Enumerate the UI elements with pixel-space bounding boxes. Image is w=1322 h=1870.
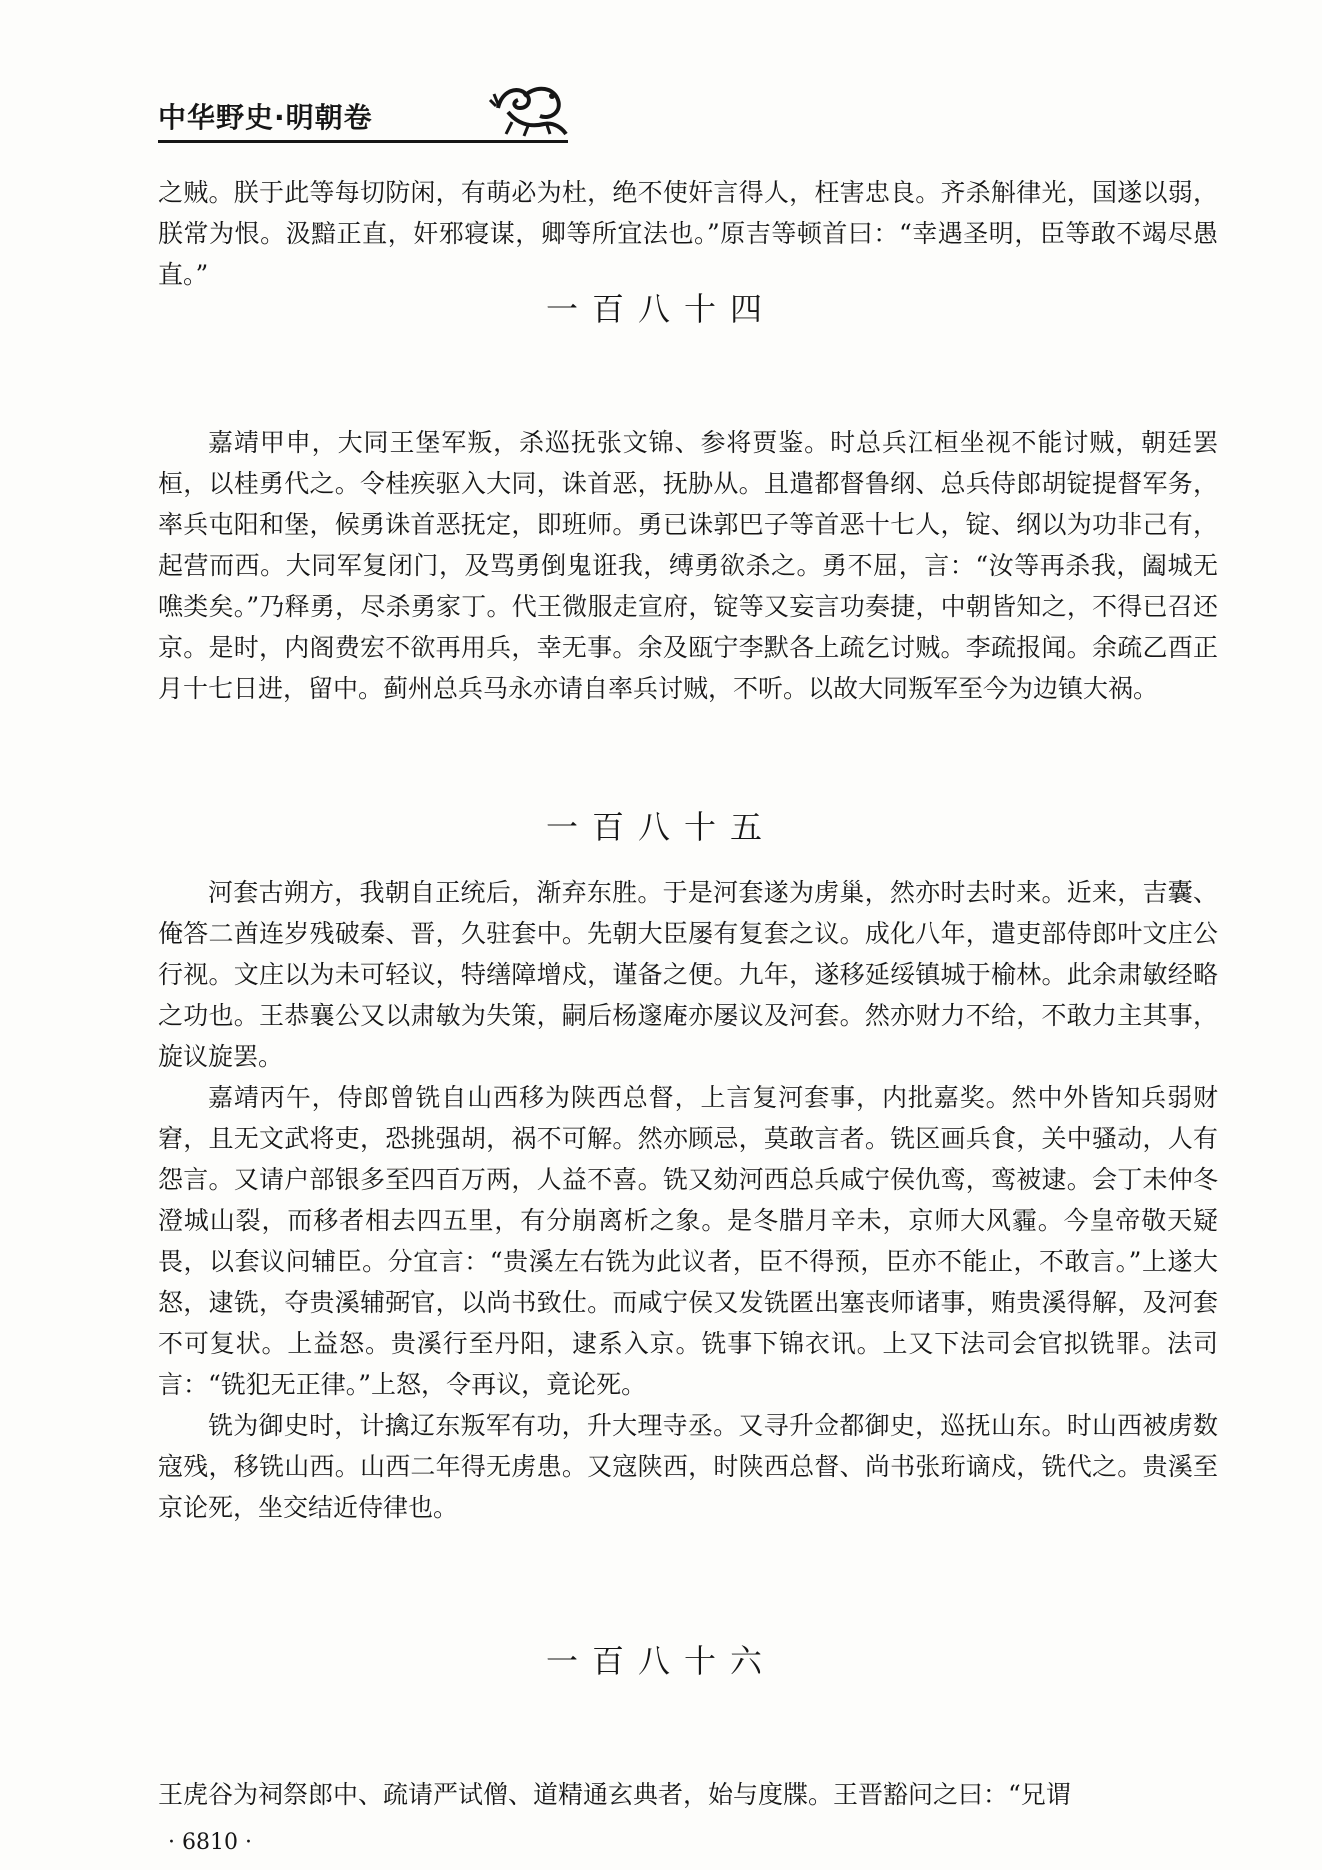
section-heading-185: 一百八十五 <box>545 808 776 846</box>
paragraph-continued <box>158 172 1218 295</box>
section-185-body <box>158 872 1218 1528</box>
header-rule <box>158 140 568 143</box>
paragraph-text: 嘉靖丙午，侍郎曾铣自山西移为陕西总督，上言复河套事，内批嘉奖。然中外皆知兵弱财窘，且无文武将吏，恐挑强胡，祸不可解。然亦顾忌，莫敢言者。铣区画兵食，关中骚动，人有怨言。又请户部银多至四百万两，人益不喜。铣又劾河西总兵咸宁侯仇鸾，鸾被逮。会丁未仲冬澄城山裂，而移者相去四五里，有分崩离析之象。是冬腊月辛未，京师大风霾。今皇帝敬天疑畏，以套议问辅臣。分宜言：“贵溪左右铣为此议者，臣不得预，臣亦不能止，不敢言。”上遂大怒，逮铣，夺贵溪辅弼官，以尚书致仕。而咸宁侯又发铣匿出塞丧师诸事，贿贵溪得解，及河套不可复状。上益怒。贵溪行至丹阳，逮系入京。铣事下锦衣讯。上又下法司会官拟铣罪。法司言：“铣犯无正律。”上怒，令再议，竟论死。 <box>158 1083 1218 1399</box>
section-heading-186: 一百八十六 <box>545 1642 776 1680</box>
book-title: 中华野史·明朝卷 <box>158 101 373 134</box>
paragraph-text: 之贼。朕于此等每切防闲，有萌必为杜，绝不使奸言得人，枉害忠良。齐杀斛律光，国遂以弱，朕常为恨。汲黯正直，奸邪寝谋，卿等所宜法也。”原吉等顿首曰：“幸遇圣明，臣等敢不竭尽愚直。” <box>158 178 1218 289</box>
section-184-body <box>158 422 1218 709</box>
section-186-body <box>158 1774 1218 1815</box>
paragraph-text: 铣为御史时，计擒辽东叛军有功，升大理寺丞。又寻升佥都御史，巡抚山东。时山西被虏数寇残，移铣山西。山西二年得无虏患。又寇陕西，时陕西总督、尚书张珩谪戍，铣代之。贵溪至京论死，坐交结近侍律也。 <box>158 1411 1218 1522</box>
section-heading-184: 一百八十四 <box>545 290 776 328</box>
dragon-emblem-icon <box>488 78 572 138</box>
paragraph-text: 嘉靖甲申，大同王堡军叛，杀巡抚张文锦、参将贾鉴。时总兵江桓坐视不能讨贼，朝廷罢桓，以桂勇代之。令桂疾驱入大同，诛首恶，抚胁从。且遣都督鲁纲、总兵侍郎胡锭提督军务，率兵屯阳和堡，候勇诛首恶抚定，即班师。勇已诛郭巴子等首恶十七人，锭、纲以为功非己有，起营而西。大同军复闭门，及骂勇倒鬼诳我，缚勇欲杀之。勇不屈，言：“汝等再杀我，阖城无噍类矣。”乃释勇，尽杀勇家丁。代王微服走宣府，锭等又妄言功奏捷，中朝皆知之，不得已召还京。是时，内阁费宏不欲再用兵，幸无事。余及瓯宁李默各上疏乞讨贼。李疏报闻。余疏乙酉正月十七日进，留中。蓟州总兵马永亦请自率兵讨贼，不听。以故大同叛军至今为边镇大祸。 <box>158 428 1218 703</box>
page-number: · 6810 · <box>168 1830 252 1855</box>
paragraph-text: 河套古朔方，我朝自正统后，渐弃东胜。于是河套遂为虏巢，然亦时去时来。近来，吉囊、俺答二酋连岁残破秦、晋，久驻套中。先朝大臣屡有复套之议。成化八年，遣吏部侍郎叶文庄公行视。文庄以为未可轻议，特缮障增戍，谨备之便。九年，遂移延绥镇城于榆林。此余肃敏经略之功也。王恭襄公又以肃敏为失策，嗣后杨邃庵亦屡议及河套。然亦财力不给，不敢力主其事，旋议旋罢。 <box>158 878 1218 1071</box>
paragraph-text: 王虎谷为祠祭郎中、疏请严试僧、道精通玄典者，始与度牒。王晋豁问之曰：“兄谓 <box>158 1780 1071 1809</box>
